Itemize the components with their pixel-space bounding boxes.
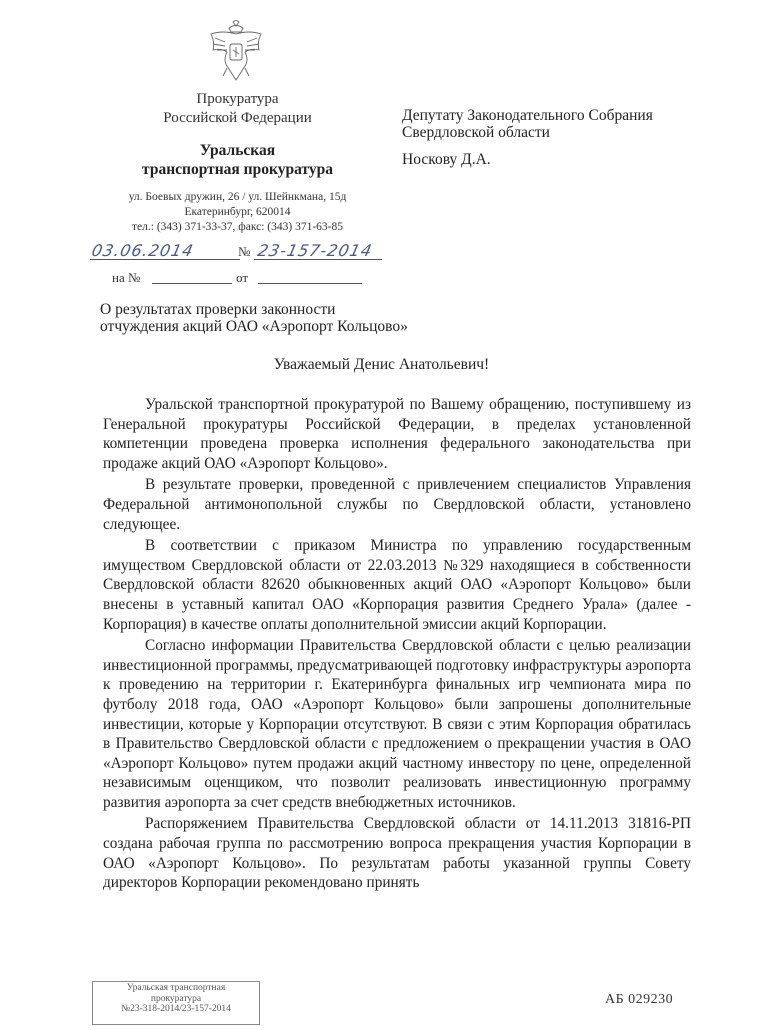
office-address [100,190,375,235]
date-underline [90,259,240,260]
number-underline [254,259,382,260]
prosecutor-unit-name [100,141,375,179]
registration-stamp [92,981,260,1025]
recipient-block [402,107,653,141]
paragraph: Уральской транспортной прокуратурой по Вашему обращению, поступившему из Генеральной прокуратуры Российской Федерации, в пределах установленной компетенции проведена проверка исполнения федерального законодательства при продаже акций ОАО «Аэропорт Кольцово». [103,396,691,472]
stamp-line-2: прокуратура [150,993,202,1004]
recipient-name: Носкову Д.А. [402,151,491,168]
letter-subject [100,301,408,335]
letter-body [103,395,691,895]
org-line-2: Российской Федерации [163,110,312,126]
salutation: Уважаемый Денис Анатольевич! [273,356,490,373]
form-serial-number: АБ 029230 [605,992,674,1007]
subject-line-1: О результатах проверки законности [100,301,336,318]
address-line-2: Екатеринбург, 620014 [184,206,291,218]
address-line-3: тел.: (343) 371-33-37, факс: (343) 371-63-85 [132,221,343,233]
number-sign: № [238,244,251,259]
prosecutor-office-name [100,90,375,128]
coat-of-arms-emblem [205,20,267,84]
paragraph: Распоряжением Правительства Свердловской области от 14.11.2013 31816-РП создана рабочая группа по рассмотрению вопроса прекращения участия Корпорации в ОАО «Аэропорт Кольцово». По результатам работы указанной группы Совету директоров Корпорации рекомендовано принять [103,815,691,892]
stamp-line-3: №23-318-2014/23-157-2014 [121,1004,231,1014]
handwritten-number: 23-157-2014 [255,241,375,260]
reference-date-underline [258,283,362,284]
paragraph: В результате проверки, проведенной с привлечением специалистов Управления Федеральной антимонопольной службы по Свердловской области, установлено следующее. [103,476,691,533]
reference-number-label: на № [112,270,141,285]
org-line-1: Прокуратура [196,91,279,107]
handwritten-date: 03.06.2014 [89,241,196,260]
reference-date-label: от [236,270,249,285]
paragraph: В соответствии с приказом Министра по управлению государственным имуществом Свердловской области от 22.03.2013 №329 находящиеся в собственности Свердловской области 82620 обыкновенных акций ОАО «Аэропорт Кольцово» были внесены в уставный капитал ОАО «Корпорация развития Среднего Урала» (далее - Корпорация) в качестве оплаты дополнительной эмиссии акций Корпорации. [103,537,691,633]
unit-line-1: Уральская [199,142,276,159]
paragraph: Согласно информации Правительства Свердловской области с целью реализации инвестиционной программы, предусматривающей подготовку инфраструктуры аэропорта к проведению на территории г. Екатеринбурга финальных игр чемпионата мира по футболу 2018 года, ОАО «Аэропорт Кольцово» были запрошены дополнительные инвестиции, которые у Корпорации отсутствуют. В связи с этим Корпорация обратилась в Правительство Свердловской области с предложением о прекращении участия в ОАО «Аэропорт Кольцово» путем продажи акций частному инвестору по цене, определенной независимым оценщиком, что позволит реализовать инвестиционную программу развития аэропорта за счет средств внебюджетных источников. [103,637,691,811]
subject-line-2: отчуждения акций ОАО «Аэропорт Кольцово» [100,318,408,335]
unit-line-2: транспортная прокуратура [142,161,333,178]
recipient-line-1: Депутату Законодательного Собрания [402,107,653,124]
address-line-1: ул. Боевых дружин, 26 / ул. Шейнкмана, 15д [128,191,347,203]
recipient-line-2: Свердловской области [402,124,550,141]
reference-number-underline [152,283,232,284]
stamp-line-1: Уральская транспортная [126,983,226,993]
